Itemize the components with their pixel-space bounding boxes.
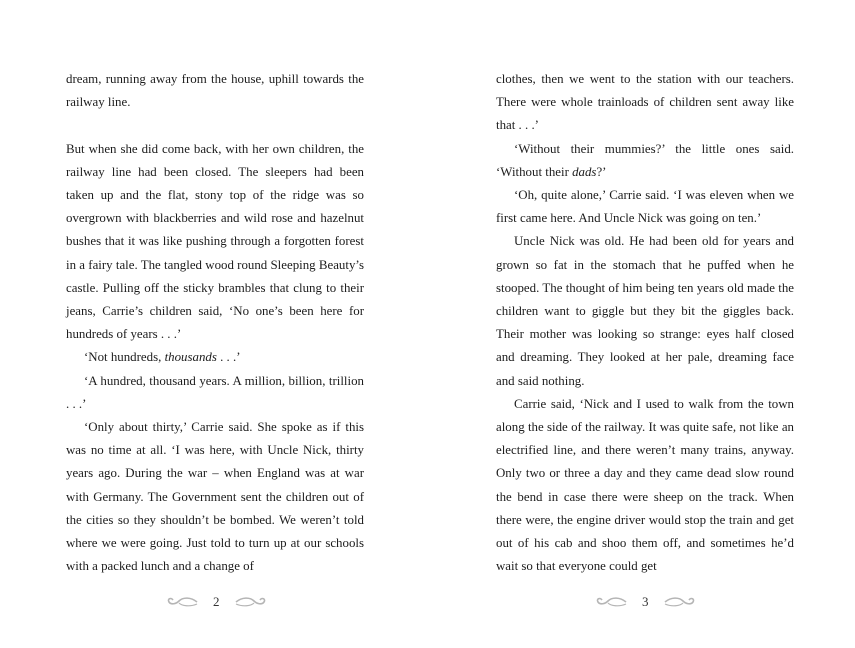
right-paragraph-5: Carrie said, ‘Nick and I used to walk from the town along the side of the railway. It was quite safe, not like an electrified line, and there weren’t many trains, anyway. Only two or three a day and they came dead slow round the bend in case there were sheep on the track. When there were, the engine driver would stop the train and get out of his cab and shoo them off, and sometimes he’d wait so that everyone could get (496, 396, 794, 574)
left-paragraph-4: ‘A hundred, thousand years. A million, billion, trillion . . .’ (66, 373, 364, 411)
page-number: 3 (642, 594, 649, 609)
right-page-footer (592, 594, 699, 610)
left-page-footer (163, 594, 270, 610)
right-paragraph-2 (496, 138, 794, 184)
scroll-flourish-icon (592, 595, 628, 609)
left-paragraph-1: dream, running away from the house, uphill towards the railway line. (66, 72, 364, 110)
right-paragraph-4: Uncle Nick was old. He had been old for years and grown so fat in the stomach that he puffed when he stooped. The thought of him being ten years old made the children want to giggle but they bit the giggles back. Their mother was looking so strange: eyes half closed and dreaming. They looked at her pale, dreaming face and said nothing. (496, 234, 794, 388)
scroll-flourish-icon (163, 595, 199, 609)
scroll-flourish-icon (234, 595, 270, 609)
emphasis-thousands: thousands (164, 350, 217, 365)
left-paragraph-2: But when she did come back, with her own children, the railway line had been closed. The sleepers had been taken up and the flat, stony top of the ridge was so overgrown with blackberries and wild rose and hazelnut bushes that it was like pushing through a forgotten forest in a fairy tale. The tangled wood round Sleeping Beauty’s castle. Pulling off the sticky brambles that clung to their jeans, Carrie’s children said, ‘No one’s been here for hundreds of years . . .’ (66, 141, 364, 342)
right-page-text (496, 68, 794, 578)
right-paragraph-1: clothes, then we went to the station with our teachers. There were whole trainloads of children sent away like that . . .’ (496, 72, 794, 133)
left-page-text (66, 68, 364, 578)
left-paragraph-3 (66, 346, 364, 369)
page-number: 2 (213, 594, 220, 609)
section-break (66, 114, 364, 137)
quote-text: ?’ (596, 164, 607, 179)
quote-text: . . .’ (216, 350, 241, 365)
emphasis-dads: dads (572, 164, 597, 179)
left-paragraph-5: ‘Only about thirty,’ Carrie said. She spoke as if this was no time at all. ‘I was here, with Uncle Nick, thirty years ago. During the war – when England was at war with Germany. The Government sent the children out of the cities so they shouldn’t be bombed. We weren’t told where we were going. Just told to turn up at our schools with a packed lunch and a change of (66, 420, 364, 574)
right-paragraph-3: ‘Oh, quite alone,’ Carrie said. ‘I was eleven when we first came here. And Uncle Nick was going on ten.’ (496, 188, 794, 226)
quote-text: ‘Without their mummies?’ the little ones said. ‘Without their (496, 141, 794, 179)
quote-text: ‘Not hundreds, (84, 350, 165, 365)
scroll-flourish-icon (663, 595, 699, 609)
